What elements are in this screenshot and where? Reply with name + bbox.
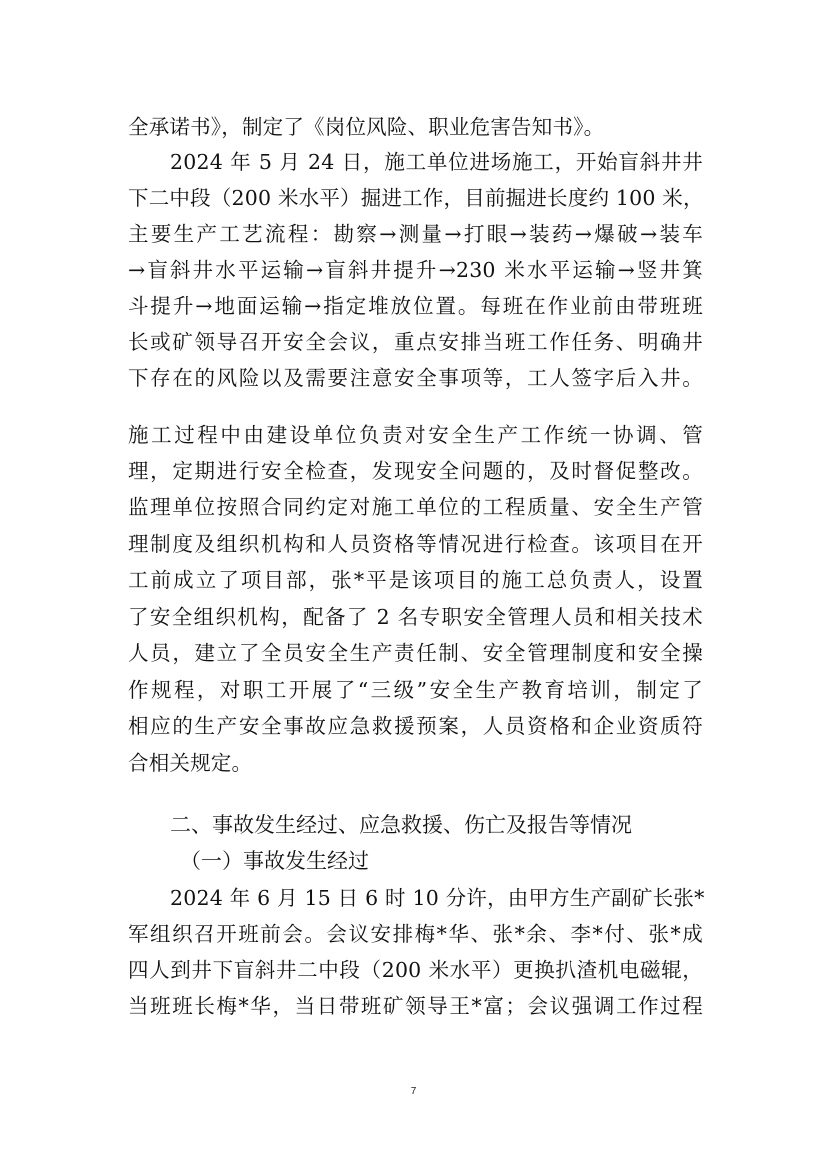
text-line: 2024 年 5 月 24 日，施工单位进场施工，开始盲斜井井: [170, 150, 703, 174]
text-line: 下二中段（200 米水平）掘进工作，目前掘进长度约 100 米，: [128, 186, 704, 210]
text-line: 施工过程中由建设单位负责对安全生产工作统一协调、管: [128, 423, 703, 447]
subsection-heading: （一）事故发生经过: [180, 849, 369, 873]
text-line: 当班班长梅*华，当日带班矿领导王*富；会议强调工作过程: [128, 994, 703, 1018]
text-line: 工前成立了项目部，张*平是该项目的施工总负责人，设置: [128, 568, 703, 592]
text-line: 2024 年 6 月 15 日 6 时 10 分许，由甲方生产副矿长张*: [170, 886, 705, 910]
text-line: 理制度及组织机构和人员资格等情况进行检查。该项目在开: [128, 532, 703, 556]
text-line: 相应的生产安全事故应急救援预案，人员资格和企业资质符: [128, 714, 703, 738]
text-line: 下存在的风险以及需要注意安全事项等，工人签字后入井。: [128, 366, 703, 390]
text-line: 长或矿领导召开安全会议，重点安排当班工作任务、明确井: [128, 330, 703, 354]
text-line: →盲斜井水平运输→盲斜井提升→230 米水平运输→竖井箕: [128, 258, 703, 282]
text-line: 四人到井下盲斜井二中段（200 米水平）更换扒渣机电磁辊，: [128, 958, 703, 982]
text-line: 军组织召开班前会。会议安排梅*华、张*余、李*付、张*成: [128, 922, 703, 946]
text-line: 人员，建立了全员安全生产责任制、安全管理制度和安全操: [128, 641, 703, 665]
page-number: 7: [410, 1086, 417, 1097]
text-line: 斗提升→地面运输→指定堆放位置。每班在作业前由带班班: [128, 294, 703, 318]
text-line: 主要生产工艺流程：勘察→测量→打眼→装药→爆破→装车: [128, 222, 703, 246]
section-heading: 二、事故发生经过、应急救援、伤亡及报告等情况: [170, 813, 632, 837]
text-line: 了安全组织机构，配备了 2 名专职安全管理人员和相关技术: [128, 605, 703, 629]
text-line: 监理单位按照合同约定对施工单位的工程质量、安全生产管: [128, 495, 703, 519]
text-line: 作规程，对职工开展了“三级”安全生产教育培训，制定了: [128, 678, 703, 702]
text-line: 理，定期进行安全检查，发现安全问题的，及时督促整改。: [128, 459, 703, 483]
text-line: 合相关规定。: [128, 751, 253, 775]
text-line: 全承诺书》，制定了《岗位风险、职业危害告知书》。: [128, 115, 605, 139]
